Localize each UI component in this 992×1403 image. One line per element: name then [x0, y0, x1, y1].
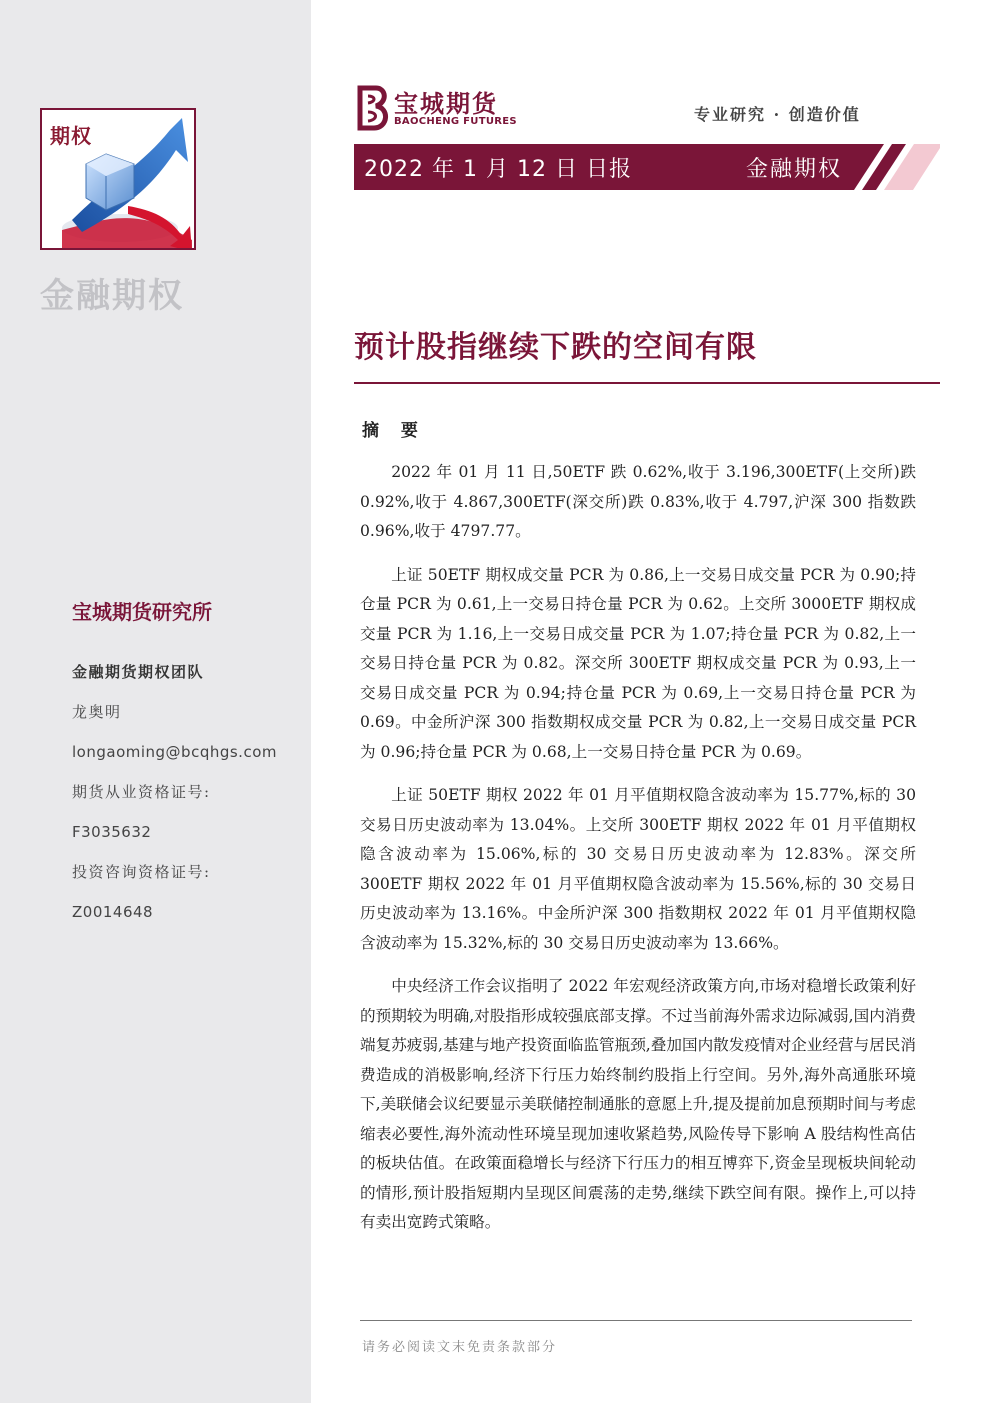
paragraph-outlook: 中央经济工作会议指明了 2022 年宏观经济政策方向,市场对稳增长政策利好的预期较为明确,对股指形成较强底部支撑。不过当前海外需求边际减弱,国内消费端复苏疲弱,基建与地产投资面临监管瓶颈,叠加国内散发疫情对企业经营与居民消费造成的消极影响,经济下行压力始终制约股指上行空间。另外,海外高通胀环境下,美联储会议纪要显示美联储控制通胀的意愿上升,提及提前加息预期时间与考虑缩表必要性,海外流动性环境呈现加速收紧趋势,风险传导下影响 A 股结构性高估的板块估值。在政策面稳增长与经济下行压力的相互博弈下,资金呈现板块间轮动的情形,预计股指短期内呈现区间震荡的走势,继续下跌空间有限。操作上,可以持有卖出宽跨式策略。: [360, 977, 916, 1231]
paragraph-market-close: 2022 年 01 月 11 日,50ETF 跌 0.62%,收于 3.196,300ETF(上交所)跌 0.92%,收于 4.867,300ETF(深交所)跌 0.83%,收于 4.797,沪深 300 指数跌 0.96%,收于 4797.77。: [360, 463, 916, 540]
logo-text-cn: 宝城期货: [394, 90, 498, 118]
footer-disclaimer: 请务必阅读文末免责条款部分: [362, 1340, 558, 1355]
sidebar: [0, 0, 311, 1403]
report-title: 预计股指继续下跌的空间有限: [354, 330, 757, 365]
report-date: 2022 年 1 月 12 日 日报: [364, 157, 632, 182]
company-logo: [354, 84, 524, 134]
slogan: 专业研究 · 创造价值: [694, 105, 861, 124]
sidebar-category: 金融期权: [40, 276, 184, 316]
advisory-number: Z0014648: [72, 903, 154, 921]
logo-mark-icon: [354, 84, 392, 132]
license-number: F3035632: [72, 823, 152, 841]
paragraph-pcr: 上证 50ETF 期权成交量 PCR 为 0.86,上一交易日成交量 PCR 为 0.90;持仓量 PCR 为 0.61,上一交易日持仓量 PCR 为 0.62。上交所 3000ETF 期权成交量 PCR 为 1.16,上一交易日成交量 PCR 为 1.07;持仓量 PCR 为 0.82,上一交易日持仓量 PCR 为 0.82。深交所 300ETF 期权成交量 PCR 为 0.93,上一交易日成交量 PCR 为 0.94;持仓量 PCR 为 0.69,上一交易日持仓量 PCR 为 0.69。中金所沪深 300 指数期权成交量 PCR 为 0.82,上一交易日成交量 PCR 为 0.96;持仓量 PCR 为 0.68,上一交易日持仓量 PCR 为 0.69。: [360, 565, 916, 761]
footer-divider: [360, 1320, 912, 1321]
abstract-heading: 摘 要: [362, 421, 426, 441]
team-name: 金融期货期权团队: [72, 663, 205, 681]
date-banner: [354, 144, 940, 190]
cover-image: [40, 108, 196, 250]
cover-tag: 期权: [50, 124, 92, 148]
advisory-label: 投资咨询资格证号:: [72, 863, 211, 881]
paragraph-volatility: 上证 50ETF 期权 2022 年 01 月平值期权隐含波动率为 15.77%,标的 30 交易日历史波动率为 13.04%。上交所 300ETF 期权 2022 年 01 月平值期权隐含波动率为 15.06%,标的 30 交易日历史波动率为 12.83%。深交所 300ETF 期权 2022 年 01 月平值期权隐含波动率为 15.56%,标的 30 交易日历史波动率为 13.16%。中金所沪深 300 指数期权 2022 年 01 月平值期权隐含波动率为 15.32%,标的 30 交易日历史波动率为 13.66%。: [360, 786, 916, 952]
analyst-name: 龙奥明: [72, 703, 122, 721]
license-label: 期货从业资格证号:: [72, 783, 211, 801]
analyst-email[interactable]: longaoming@bcqhgs.com: [72, 743, 277, 761]
title-divider: [354, 382, 940, 384]
institute-name: 宝城期货研究所: [72, 600, 212, 624]
logo-text-en: BAOCHENG FUTURES: [394, 116, 517, 127]
analyst-info: [72, 660, 277, 940]
abstract-body: [360, 458, 916, 1252]
report-category: 金融期权: [746, 157, 843, 182]
